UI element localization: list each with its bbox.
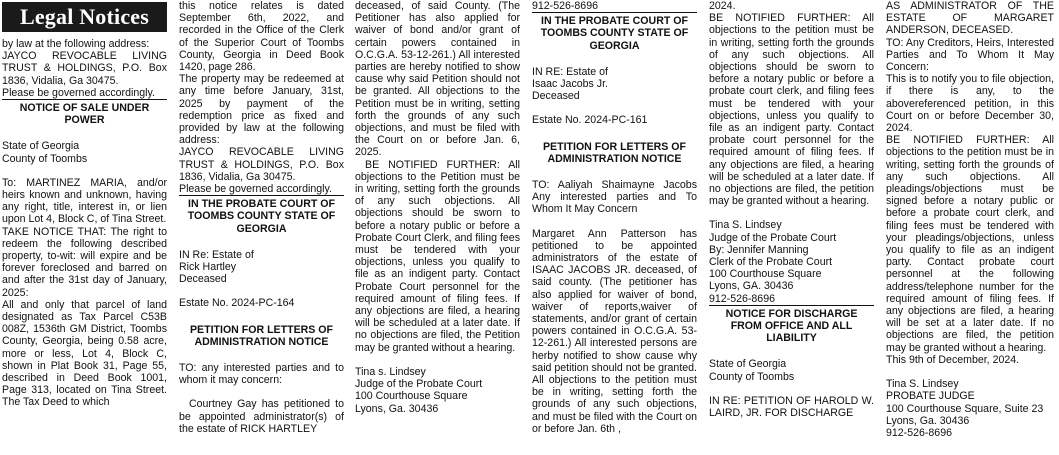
paragraph: BE NOTIFIED FURTHER: All objections to the Petition must be in writing, setting forth the grounds of any such objections. All objections should be sworn to before a notary public or before a Probate Court Clerk, and filing fees must be tendered with your objections, unless you qualify to file as an indigent party. Contact Probate Court personnel for the required amount of filing fees. If any objections are filed, a hearing will be scheduled at a later date. If no objections are filed, the Petition may be granted without a hearing. bbox=[355, 158, 520, 354]
text-line: JAYCO REVOCABLE LIVING TRUST & HOLDINGS, P.O. Box 1836, Vidalia, Ga 30475. bbox=[2, 50, 167, 87]
petition-body: Courtney Gay has petitioned to be appointed administrator(s) of the estate of RICK HARTLEY bbox=[179, 398, 344, 435]
signature-line: Tina S. Lindsey bbox=[886, 378, 959, 391]
notice-heading: NOTICE OF SALE UNDER POWER bbox=[2, 99, 167, 126]
court-heading: IN THE PROBATE COURT OF TOOMBS COUNTY STATE OF GEORGIA bbox=[179, 195, 344, 235]
addressee-paragraph: TO: Aaliyah Shaimayne Jacobs Any interested parties and To Whom It May Concern bbox=[532, 179, 697, 216]
column-2 bbox=[179, 0, 344, 455]
text-line: by law at the following address: bbox=[2, 38, 150, 50]
paragraph: 2024. bbox=[709, 0, 736, 12]
estate-name: Rick Hartley bbox=[179, 261, 237, 274]
parcel-paragraph: All and only that parcel of land designated as Tax Parcel C53B 008Z, 1536th GM District, Toombs County, Georgia, being 0.58 acre, more or less, Lot 4, Block C, shown in Plat Book 31, Page 55, described in Deed Book 1001, Page 313, located on Tina Street. The Tax Deed to which bbox=[2, 298, 167, 409]
phone-line: 912-526-8696 bbox=[532, 0, 598, 12]
paragraph: This 9th of December, 2024. bbox=[886, 353, 1020, 366]
column-6 bbox=[886, 0, 1054, 455]
signature-line: 100 Courthouse Square, Suite 23 bbox=[886, 402, 1044, 415]
in-re-line: IN RE: Estate of bbox=[532, 65, 608, 78]
estate-name: Isaac Jacobs Jr. bbox=[532, 78, 608, 91]
addressee-paragraph: TO: any interested parties and to whom it may concern: bbox=[179, 362, 344, 387]
paragraph: This is to notify you to file objection, if there is any, to the abovereferenced petition, in this Court on or before December 30, 2024. bbox=[886, 73, 1054, 135]
signature-line: 912-526-8696 bbox=[709, 292, 775, 305]
addressee-paragraph: To: MARTINEZ MARIA, and/or heirs known and unknown, having any right, title, interest in, or lien upon Lot 4, Block C, of Tina Street. bbox=[2, 176, 167, 226]
county-line: County of Toombs bbox=[2, 152, 88, 165]
paragraph: Please be governed accordingly. bbox=[179, 183, 332, 196]
estate-number: Estate No. 2024-PC-161 bbox=[532, 114, 648, 127]
in-re-line: IN RE: PETITION OF HAROLD W. LAIRD, JR. FOR DISCHARGE bbox=[709, 394, 874, 420]
state-line: State of Georgia bbox=[2, 140, 80, 153]
signature-line: Lyons, Ga. 30436 bbox=[355, 402, 439, 415]
petition-heading: PETITION FOR LETTERS OF ADMINISTRATION NOTICE bbox=[189, 323, 333, 348]
paragraph: JAYCO REVOCABLE LIVING TRUST & HOLDINGS, P.O. Box 1836, Vidalia, Ga 30475. bbox=[179, 146, 344, 183]
signature-line: Clerk of the Probate Court bbox=[709, 256, 833, 269]
signature-line: Lyons, Ga. 30436 bbox=[886, 414, 970, 427]
column-1 bbox=[2, 0, 167, 455]
signature-line: Judge of the Probate Court bbox=[709, 231, 837, 244]
county-line: County of Toombs bbox=[709, 370, 795, 383]
estate-number: Estate No. 2024-PC-164 bbox=[179, 297, 295, 310]
signature-line: 912-526-8696 bbox=[886, 426, 952, 439]
signature-line: Tina S. Lindsey bbox=[709, 219, 782, 232]
discharge-heading: NOTICE FOR DISCHARGE FROM OFFICE AND ALL LIABILITY bbox=[709, 305, 874, 345]
paragraph: this notice relates is dated September 6th, 2022, and recorded in the Office of the Clerk of the Superior Court of Toombs County, Georgia in Deed Book 1420, page 286. bbox=[179, 0, 344, 74]
signature-line: Lyons, GA. 30436 bbox=[709, 280, 794, 293]
signature-line: 100 Courthouse Square bbox=[709, 268, 822, 281]
legal-notices-banner: Legal Notices bbox=[2, 2, 167, 32]
column-4 bbox=[532, 0, 697, 455]
court-heading: IN THE PROBATE COURT OF TOOMBS COUNTY STATE OF GEORGIA bbox=[532, 12, 697, 52]
signature-line: Tina s. Lindsey bbox=[355, 365, 426, 378]
paragraph: BE NOTIFIED FURTHER: All objections to the petition must be in writing, setting forth the grounds of any such objections. All objections should be sworn to before a notary public or before a probate court clerk, and filing fees must be tendered with your objections, unless you qualify to file as an indigent party. Contact probate court personnel for the required amount of filing fees. If any objections are filed, a hearing will be scheduled at a later date. If no objections are filed, the petition may be granted without a hearing. bbox=[709, 12, 874, 208]
signature-line: By: Jennifer Manning bbox=[709, 243, 809, 256]
deceased-label: Deceased bbox=[532, 90, 580, 103]
signature-line: 100 Courthouse Square bbox=[355, 390, 468, 403]
paragraph: AS ADMINISTRATOR OF THE ESTATE OF MARGARET ANDERSON, DECEASED. bbox=[886, 0, 1054, 37]
paragraph: The property may be redeemed at any time before January, 31st, 2025 by payment of the redemption price as fixed and provided by law at the following address: bbox=[179, 73, 344, 147]
state-line: State of Georgia bbox=[709, 358, 787, 371]
paragraph: BE NOTIFIED FURTHER: All objections to the petition must be in writing, setting forth the grounds of any such objections. All pleadings/objections must be signed before a notary public or before a probate court clerk, and filing fees must be tendered with your pleadings/objections, unless you qualify to file as an indigent party. Contact probate court personnel at the following address/telephone number for the required amount of filing fees. If any objections are filed, a hearing will be set at a later date. If no objections are filed, the petition may be granted without a hearing. bbox=[886, 134, 1054, 354]
petition-heading: PETITION FOR LETTERS OF ADMINISTRATION NOTICE bbox=[542, 140, 686, 165]
column-3 bbox=[355, 0, 520, 455]
signature-line: PROBATE JUDGE bbox=[886, 390, 975, 403]
paragraph: deceased, of said County. (The Petitioner has also applied for waiver of bond and/or grant of certain powers contained in O.C.G.A. 53-12-261.) All interested parties are hereby notified to show cause why said Petition should not be granted. All objections to the Petition must be in writing, setting forth the grounds of any such objections, and must be filed with the Court on or before Jan. 6, 2025. bbox=[355, 0, 520, 159]
deceased-label: Deceased bbox=[179, 273, 227, 286]
notice-paragraph: TAKE NOTICE THAT: The right to redeem the following described property, to-wit: will expire and be forever foreclosed and barred on and after the 31st day of January, 2025: bbox=[2, 225, 167, 299]
paragraph: TO: Any Creditors, Heirs, Interested Parties and To Whom It May Concern: bbox=[886, 36, 1054, 74]
signature-line: Judge of the Probate Court bbox=[355, 378, 483, 391]
petition-body: Margaret Ann Patterson has petitioned to be appointed administrators of the estate of ISAAC JACOBS JR. deceased, of said county. (The petitioner has also applied for waiver of bond, waiver of reports,waiver of statements, and/or grant of certain powers contained in O.C.G.A. 53-12-261.) All interested persons are herby notified to show cause why said petition should not be granted. All objections to the petition must be in writing, setting forth the grounds of any such objections, and must be filed with the Court on or before Jan. 6th , bbox=[532, 227, 697, 435]
column-5 bbox=[709, 0, 874, 455]
text-line: Please be governed accordingly. bbox=[2, 86, 155, 99]
in-re-line: IN Re: Estate of bbox=[179, 248, 254, 261]
